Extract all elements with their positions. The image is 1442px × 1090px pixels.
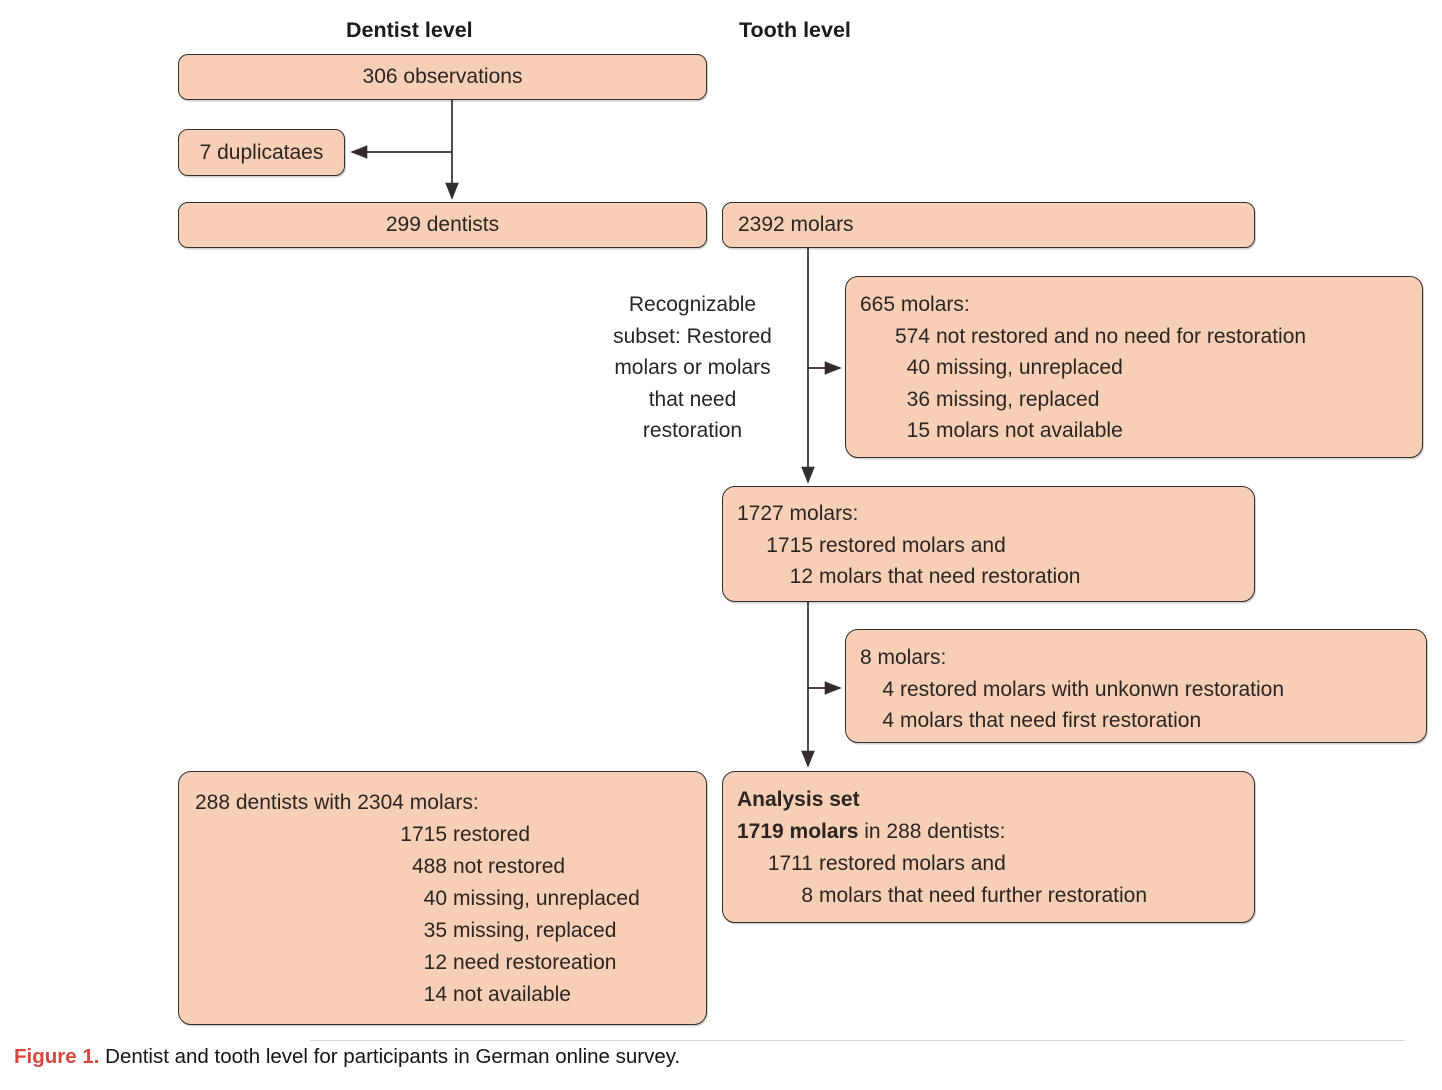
box-299-dentists — [178, 202, 707, 248]
item-text: molars not available — [936, 419, 1123, 442]
box-288-item — [195, 947, 690, 979]
box-8-item — [860, 674, 1412, 706]
box-1727-item — [737, 530, 1240, 562]
box-8-item — [860, 705, 1412, 737]
box-288-title: 288 dentists with 2304 molars: — [195, 791, 479, 814]
item-text: restored molars and — [819, 852, 1006, 875]
side-label-line: Recognizable — [628, 293, 757, 316]
item-count: 8 — [801, 884, 813, 907]
item-count: 40 — [423, 887, 447, 910]
item-count: 15 — [906, 419, 930, 442]
figure-caption-text: Dentist and tooth level for participants in German online survey. — [99, 1045, 681, 1068]
box-288-dentists — [178, 771, 707, 1025]
box-7-duplicates — [178, 129, 345, 176]
analysis-set-item — [737, 848, 1240, 880]
side-label-line: restoration — [642, 419, 743, 442]
box-2392-molars-label: 2392 molars — [738, 213, 854, 236]
item-count: 12 — [789, 565, 813, 588]
item-count: 36 — [906, 387, 930, 411]
item-count: 35 — [423, 919, 447, 942]
item-count: 14 — [423, 983, 447, 1006]
item-text: need restoreation — [453, 951, 617, 974]
item-text: not available — [453, 983, 571, 1006]
item-text: not restored and no need for restoration — [936, 324, 1307, 348]
item-count: 12 — [423, 951, 447, 974]
item-count: 488 — [411, 855, 447, 878]
box-306-observations-label: 306 observations — [362, 65, 523, 88]
item-count: 4 — [882, 677, 894, 701]
item-text: molars that need further restoration — [819, 884, 1148, 907]
box-8-title: 8 molars: — [860, 646, 947, 669]
analysis-set-subtitle-rest: in 288 dentists: — [858, 820, 1006, 843]
item-text: restored — [453, 823, 531, 846]
column-header-tooth-level: Tooth level — [739, 18, 851, 42]
item-count: 40 — [906, 356, 930, 379]
figure-caption-label: Figure 1. — [14, 1045, 100, 1068]
box-1727-title: 1727 molars: — [737, 502, 859, 525]
item-text: molars that need first restoration — [900, 709, 1202, 732]
analysis-set-item — [737, 880, 1240, 912]
box-1727-item — [737, 561, 1240, 593]
analysis-set-title: Analysis set — [737, 788, 860, 811]
box-1727-molars — [722, 486, 1255, 602]
box-665-molars — [845, 276, 1423, 458]
item-count: 574 — [894, 324, 930, 348]
box-8-molars — [845, 629, 1427, 743]
side-label-line: that need — [648, 387, 737, 411]
analysis-set-subtitle — [737, 816, 1240, 848]
item-text: molars that need restoration — [819, 565, 1081, 588]
item-text: missing, replaced — [936, 387, 1100, 411]
side-label-line: molars or molars — [614, 356, 771, 379]
item-text: restored molars with unkonwn restoration — [900, 677, 1285, 701]
box-288-item — [195, 883, 690, 915]
side-label-line: subset: Restored — [613, 324, 772, 348]
box-665-item — [860, 321, 1408, 353]
column-header-dentist-level: Dentist level — [346, 18, 473, 42]
box-7-duplicates-label: 7 duplicataes — [199, 140, 324, 164]
box-665-item — [860, 352, 1408, 384]
item-text: not restored — [453, 855, 566, 878]
analysis-set-count: 1719 molars — [737, 820, 859, 843]
item-text: restored molars and — [819, 533, 1006, 557]
box-288-item — [195, 979, 690, 1011]
figure-caption — [14, 1045, 680, 1069]
box-299-dentists-label: 299 dentists — [385, 213, 500, 236]
item-count: 1711 — [767, 852, 813, 875]
box-306-observations — [178, 54, 707, 100]
item-count: 1715 — [766, 533, 813, 557]
item-count: 1715 — [400, 823, 447, 846]
box-665-title: 665 molars: — [860, 293, 970, 316]
box-288-item — [195, 915, 690, 947]
item-count: 4 — [882, 709, 894, 732]
box-2392-molars — [722, 202, 1255, 248]
item-text: missing, unreplaced — [936, 356, 1123, 379]
item-text: missing, replaced — [453, 919, 617, 942]
box-288-item — [195, 851, 690, 883]
box-analysis-set — [722, 771, 1255, 923]
recognizable-subset-label — [600, 289, 785, 447]
box-665-item — [860, 384, 1408, 416]
box-665-item — [860, 415, 1408, 447]
box-288-item — [195, 819, 690, 851]
item-text: missing, unreplaced — [453, 887, 640, 910]
page-rule-line — [310, 1040, 1405, 1041]
